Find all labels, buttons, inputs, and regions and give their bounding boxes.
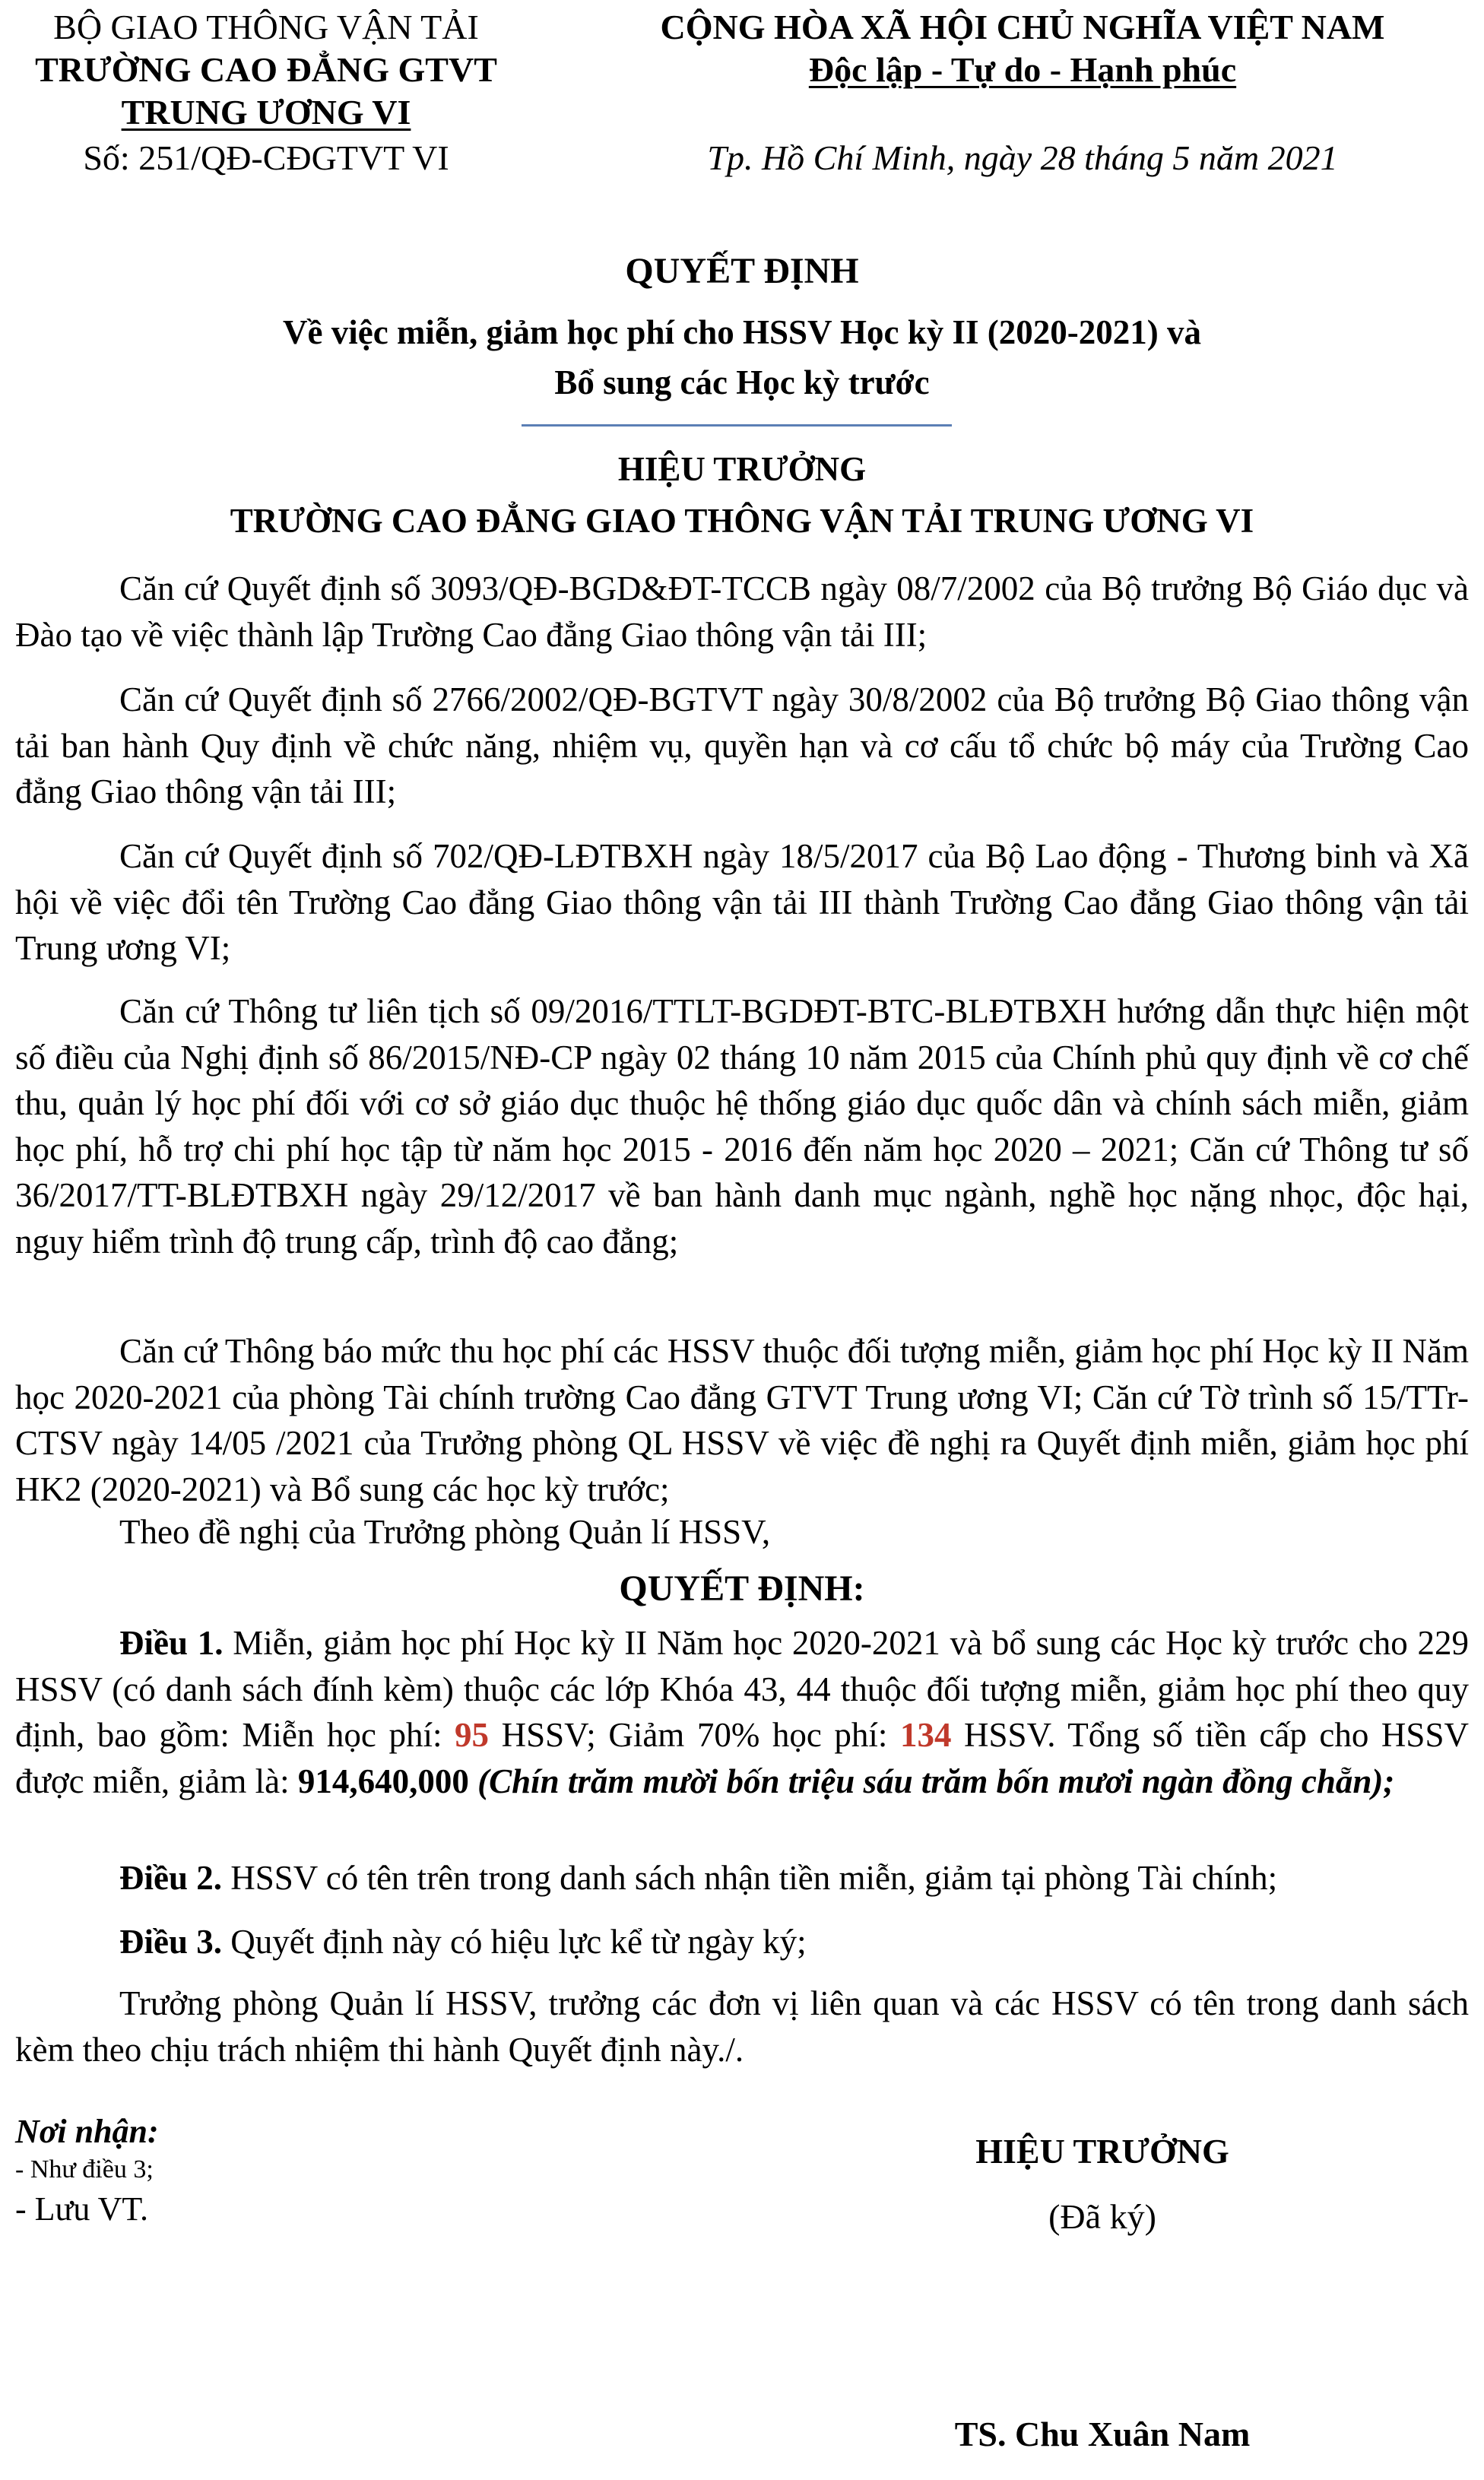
legal-basis-5: Căn cứ Thông báo mức thu học phí các HSSV thuộc đối tượng miễn, giảm học phí Học kỳ II Năm học 2020-2021 của phòng Tài chính trường Cao đẳng GTVT Trung ương VI; Căn cứ Tờ trình số 15/TTr-CTSV ngày 14/05 /2021 của Trưởng phòng QL HSSV về việc đề nghị ra Quyết định miễn, giảm học phí HK2 (2020-2021) và Bổ sung các học kỳ trước; (15, 1332, 1469, 1508)
reduced-count: 134 (899, 1716, 952, 1754)
place-and-date: Tp. Hồ Chí Minh, ngày 28 tháng 5 năm 2021 (707, 138, 1338, 177)
decision-subject-line1: Về việc miễn, giảm học phí cho HSSV Học kỳ II (2020-2021) và (283, 313, 1201, 351)
article-1-label: Điều 1. (119, 1624, 224, 1662)
national-motto: Độc lập - Tự do - Hạnh phúc (808, 50, 1237, 89)
article-3: Điều 3. Quyết định này có hiệu lực kể từ ngày ký; (119, 1923, 807, 1961)
recipient-item-1: - Như điều 3; (15, 2155, 154, 2183)
article-2-label: Điều 2. (119, 1859, 222, 1897)
execution-clause: Trưởng phòng Quản lí HSSV, trưởng các đơn vị liên quan và các HSSV có tên trong danh sách kèm theo chịu trách nhiệm thi hành Quyết định này./. (15, 1984, 1469, 2069)
proposal-line: Theo đề nghị của Trưởng phòng Quản lí HSSV, (119, 1513, 771, 1551)
signature-block (836, 2129, 1368, 2457)
recipient-item-2: - Lưu VT. (15, 2190, 148, 2228)
article-1: Điều 1. Miễn, giảm học phí Học kỳ II Năm học 2020-2021 và bổ sung các Học kỳ trước cho 229 HSSV (có danh sách đính kèm) thuộc các lớp Khóa 43, 44 thuộc đối tượng miễn, giảm học phí theo quy định, bao gồm: Miễn học phí: 95 HSSV; Giảm 70% học phí: 134 HSSV. Tổng số tiền cấp cho HSSV được miễn, giảm là: 914,640,000 (Chín trăm mười bốn triệu sáu trăm bốn mươi ngàn đồng chẵn); (15, 1624, 1469, 1800)
school-name-line1: TRƯỜNG CAO ĐẲNG GTVT (35, 50, 497, 89)
recipients (15, 2111, 547, 2232)
legal-basis-2: Căn cứ Quyết định số 2766/2002/QĐ-BGTVT ngày 30/8/2002 của Bộ trưởng Bộ Giao thông vận tải ban hành Quy định về chức năng, nhiệm vụ, quyền hạn và cơ cấu tổ chức bộ máy của Trường Cao đẳng Giao thông vận tải III; (15, 680, 1469, 810)
exempt-count: 95 (455, 1716, 490, 1754)
decides-heading: QUYẾT ĐỊNH: (619, 1568, 865, 1609)
document-number: Số: 251/QĐ-CĐGTVT VI (83, 138, 449, 177)
authority-school: TRƯỜNG CAO ĐẲNG GIAO THÔNG VẬN TẢI TRUNG ƯƠNG VI (230, 502, 1254, 540)
signer-title: HIỆU TRƯỞNG (975, 2132, 1229, 2171)
total-amount-words: (Chín trăm mười bốn triệu sáu trăm bốn mươi ngàn đồng chẵn); (468, 1762, 1395, 1800)
article-3-label: Điều 3. (119, 1923, 222, 1961)
authority-title: HIỆU TRƯỞNG (617, 450, 867, 488)
total-amount: 914,640,000 (297, 1762, 469, 1800)
header-left (0, 6, 532, 179)
country-name: CỘNG HÒA XÃ HỘI CHỦ NGHĨA VIỆT NAM (660, 8, 1385, 46)
decision-subject-line2: Bổ sung các Học kỳ trước (554, 363, 930, 401)
signer-name: TS. Chu Xuân Nam (954, 2415, 1251, 2453)
school-name-line2: TRUNG ƯƠNG VI (121, 93, 411, 132)
legal-basis-1: Căn cứ Quyết định số 3093/QĐ-BGD&ĐT-TCCB ngày 08/7/2002 của Bộ trưởng Bộ Giáo dục và Đào tạo về việc thành lập Trường Cao đẳng Giao thông vận tải III; (15, 569, 1469, 654)
signed-note: (Đã ký) (1048, 2197, 1156, 2236)
title-divider (522, 424, 952, 427)
article-2: Điều 2. HSSV có tên trên trong danh sách nhận tiền miễn, giảm tại phòng Tài chính; (119, 1859, 1278, 1897)
legal-basis-4: Căn cứ Thông tư liên tịch số 09/2016/TTLT-BGDĐT-BTC-BLĐTBXH hướng dẫn thực hiện một số điều của Nghị định số 86/2015/NĐ-CP ngày 02 tháng 10 năm 2015 của Chính phủ quy định về cơ chế thu, quản lý học phí đối với cơ sở giáo dục thuộc hệ thống giáo dục quốc dân và chính sách miễn, giảm học phí, hỗ trợ chi phí học tập từ năm học 2015 - 2016 đến năm học 2020 – 2021; Căn cứ Thông tư số 36/2017/TT-BLĐTBXH ngày 29/12/2017 về ban hành danh mục ngành, nghề học nặng nhọc, độc hại, nguy hiểm trình độ trung cấp, trình độ cao đẳng; (15, 992, 1469, 1261)
ministry-name: BỘ GIAO THÔNG VẬN TẢI (53, 8, 479, 46)
authority (0, 443, 1484, 547)
decision-subject (0, 307, 1484, 408)
recipients-heading: Nơi nhận: (15, 2113, 159, 2150)
decision-title: QUYẾT ĐỊNH (625, 251, 859, 291)
header-right (585, 6, 1460, 179)
legal-basis-3: Căn cứ Quyết định số 702/QĐ-LĐTBXH ngày 18/5/2017 của Bộ Lao động - Thương binh và Xã hội về việc đổi tên Trường Cao đẳng Giao thông vận tải III thành Trường Cao đẳng Giao thông vận tải Trung ương VI; (15, 837, 1469, 967)
